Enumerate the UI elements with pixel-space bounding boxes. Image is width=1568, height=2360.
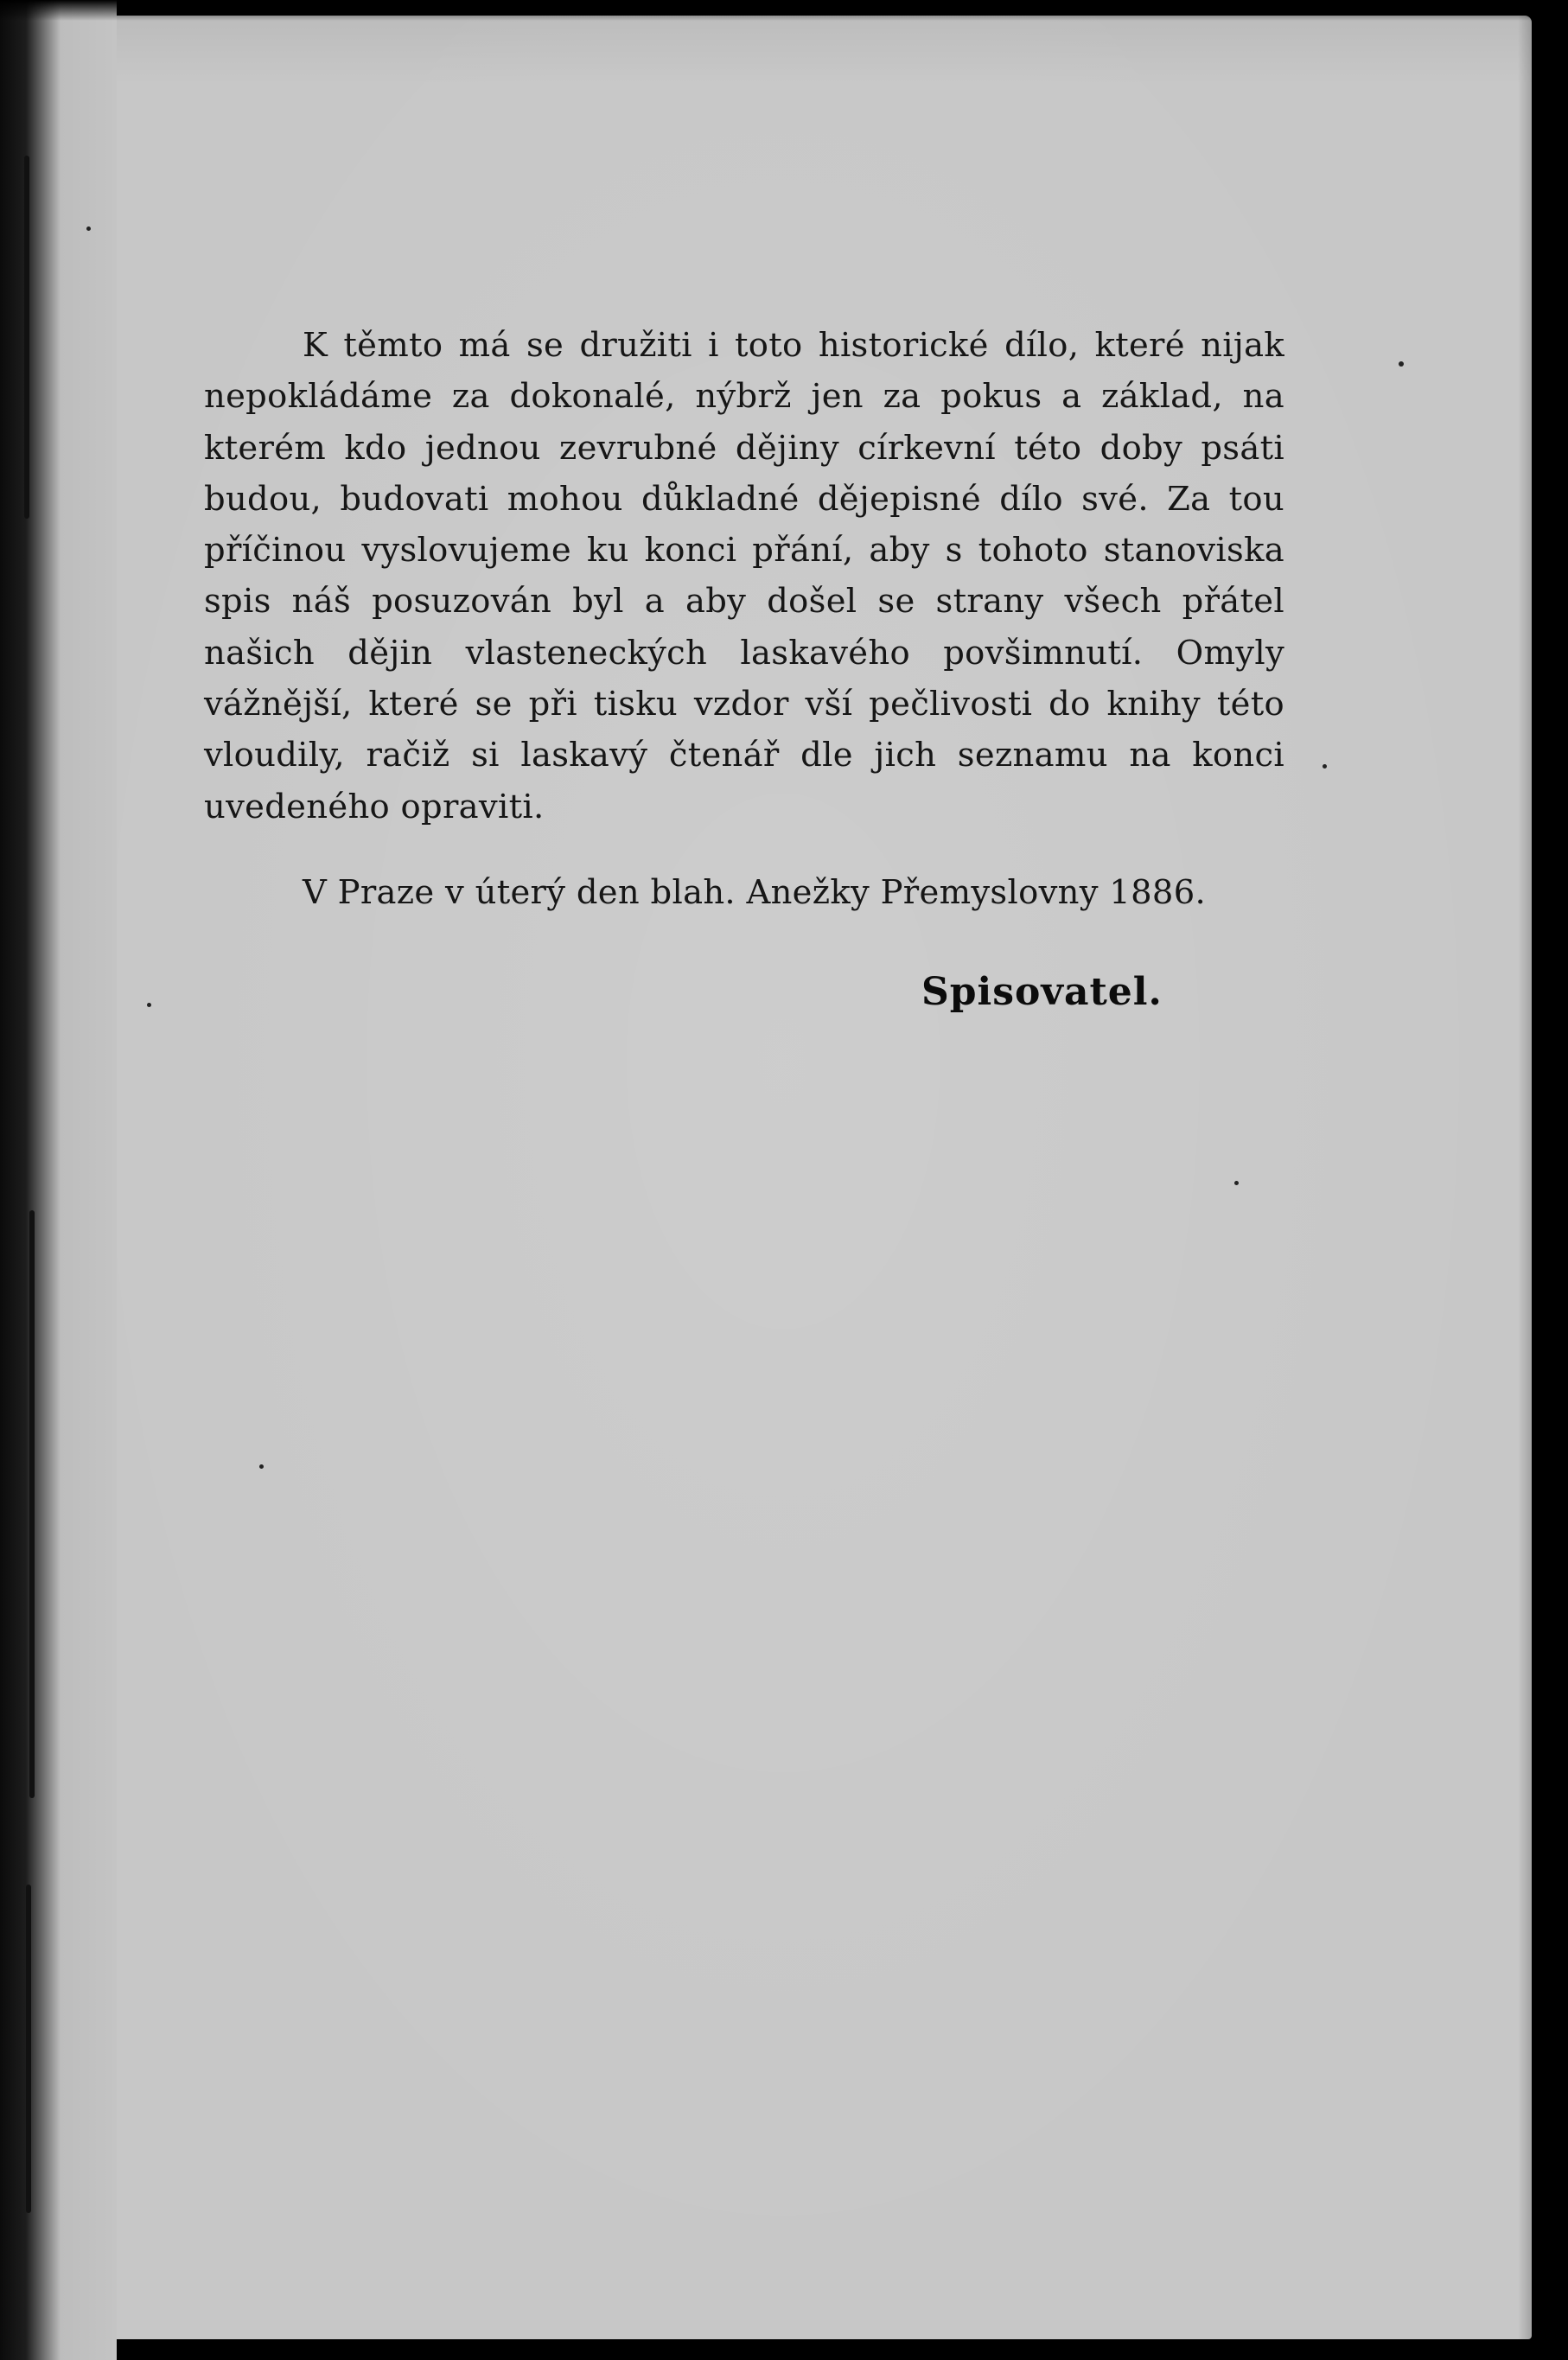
- paper-speck: [1234, 1181, 1239, 1185]
- paper-speck: [1323, 764, 1327, 769]
- paper-speck: [147, 1003, 151, 1007]
- author-signature: Spisovatel.: [921, 970, 1163, 1015]
- gutter-shadow-line: [24, 156, 29, 519]
- preface-paragraph: K těmto má se družiti i toto historické dílo, které nijak nepokládáme za dokonalé, nýbrž jen za pokus a základ, na kterém kdo jednou zevrubné dějiny církevní této doby psáti budou, budovati mohou důkladné dějepisné dílo své. Za tou příčinou vyslovujeme ku konci přání, aby s tohoto stanoviska spis náš posuzován byl a aby došel se strany všech přátel našich dějin vlasteneckých laskavého povšimnutí. Omyly vážnější, které se při tisku vzdor vší pečlivosti do knihy této vloudily, račiž si laskavý čtenář dle jich seznamu na konci uvedeného opraviti.: [204, 326, 1284, 826]
- preface-text-block: [204, 320, 1284, 1018]
- page-edge-shadow: [1518, 0, 1568, 2360]
- gutter-shadow-line: [26, 1885, 31, 2213]
- dateline: V Praze v úterý den blah. Anežky Přemyslovny 1886.: [303, 872, 1207, 912]
- page-top-shadow: [0, 0, 1568, 21]
- gutter-shadow-line: [29, 1210, 35, 1798]
- binding-gutter: [0, 0, 117, 2360]
- paper-speck: [259, 1464, 264, 1469]
- paper-speck: [1399, 361, 1404, 367]
- paper-speck: [86, 226, 91, 231]
